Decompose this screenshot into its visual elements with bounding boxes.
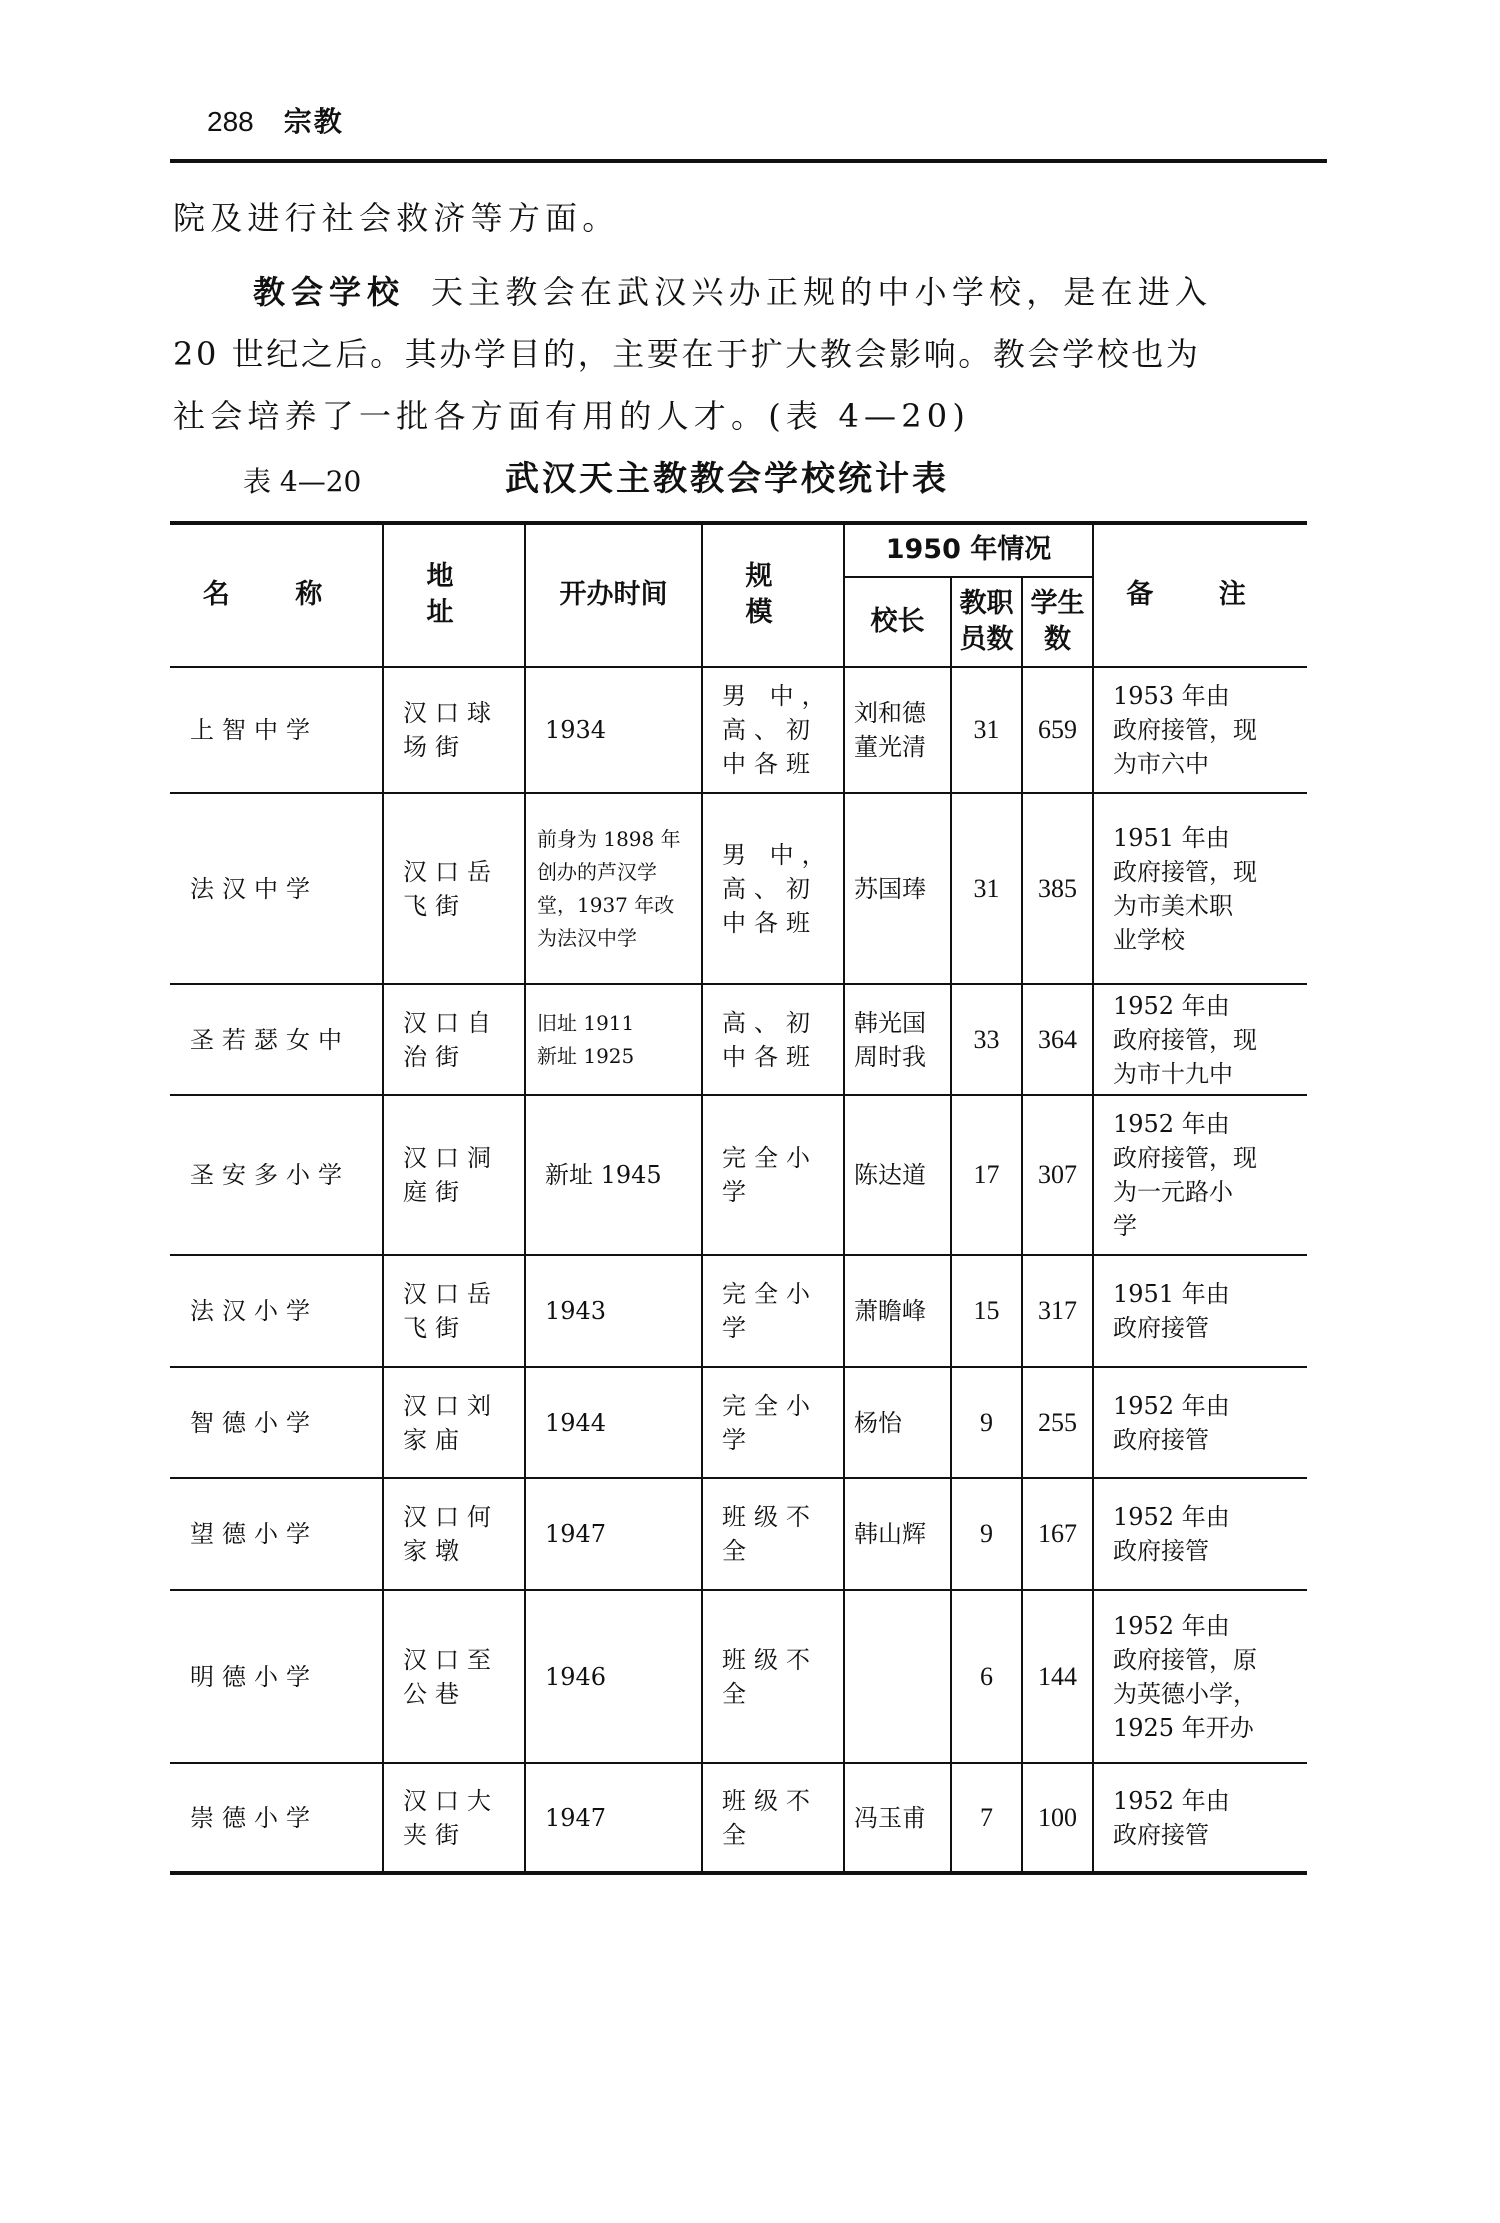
header-principal-text: 校长 xyxy=(870,606,925,637)
cell-name xyxy=(170,1590,383,1763)
header-scale-text: 规 模 xyxy=(745,561,801,628)
cell-scale-text: 男 中， 高、初 中各班 xyxy=(722,840,834,937)
section-title: 宗教 xyxy=(283,105,344,138)
cell-name-text: 崇德小学 xyxy=(190,1804,318,1832)
cell-scale xyxy=(702,793,844,984)
cell-name-text: 望德小学 xyxy=(190,1520,318,1548)
cell-name-text: 法汉小学 xyxy=(190,1297,318,1325)
cell-student-count-text: 144 xyxy=(1038,1661,1077,1691)
cell-staff-count xyxy=(951,1095,1022,1255)
cell-staff-count xyxy=(951,984,1022,1095)
cell-address-text: 汉口何 家墩 xyxy=(403,1503,499,1565)
cell-name xyxy=(170,793,383,984)
cell-student-count-text: 659 xyxy=(1038,715,1077,744)
cell-principal xyxy=(844,1255,951,1367)
cell-scale xyxy=(702,1478,844,1590)
cell-scale-text: 完全小 学 xyxy=(722,1280,818,1342)
cell-address xyxy=(383,1590,525,1763)
cell-name xyxy=(170,1478,383,1590)
header-address xyxy=(383,523,525,667)
cell-founded-text: 1944 xyxy=(545,1408,607,1437)
cell-student-count xyxy=(1022,1367,1093,1478)
cell-student-count xyxy=(1022,1095,1093,1255)
cell-founded xyxy=(525,1590,702,1763)
cell-name-text: 明德小学 xyxy=(190,1662,318,1691)
body-line-2-text: 天主教会在武汉兴办正规的中小学校，是在进入 xyxy=(431,273,1213,311)
cell-student-count-text: 307 xyxy=(1038,1160,1077,1189)
cell-student-count-text: 100 xyxy=(1038,1803,1077,1832)
cell-name-text: 圣若瑟女中 xyxy=(190,1025,350,1054)
cell-staff-count-text: 7 xyxy=(980,1803,993,1832)
cell-founded xyxy=(525,793,702,984)
cell-scale xyxy=(702,667,844,793)
cell-founded xyxy=(525,1367,702,1478)
cell-principal-text: 陈达道 xyxy=(854,1161,926,1189)
cell-founded xyxy=(525,667,702,793)
header-1950-status-text: 1950 年情况 xyxy=(885,534,1052,565)
cell-student-count-text: 385 xyxy=(1038,873,1077,903)
header-name xyxy=(170,523,383,667)
cell-address xyxy=(383,1255,525,1367)
cell-staff-count-text: 15 xyxy=(973,1296,1000,1325)
header-1950-status xyxy=(844,523,1093,577)
cell-scale xyxy=(702,984,844,1095)
cell-staff-count xyxy=(951,793,1022,984)
cell-founded-text: 1934 xyxy=(545,716,607,744)
body-line-1: 院及进行社会救济等方面。 xyxy=(173,199,620,237)
cell-scale xyxy=(702,1367,844,1478)
cell-principal xyxy=(844,1478,951,1590)
cell-student-count-text: 167 xyxy=(1038,1519,1077,1548)
cell-staff-count xyxy=(951,1255,1022,1367)
cell-staff-count xyxy=(951,1590,1022,1763)
cell-principal-text: 萧瞻峰 xyxy=(854,1297,926,1325)
header-founded-text: 开办时间 xyxy=(559,579,668,610)
cell-address-text: 汉口岳 飞街 xyxy=(403,1280,499,1342)
cell-staff-count xyxy=(951,1478,1022,1590)
cell-remarks-text: 1952 年由 政府接管 xyxy=(1113,1503,1230,1565)
cell-address-text: 汉口岳 飞街 xyxy=(403,857,499,920)
header-address-text: 地 址 xyxy=(426,561,482,628)
cell-address xyxy=(383,793,525,984)
cell-staff-count-text: 9 xyxy=(980,1519,993,1548)
cell-remarks-text: 1952 年由 政府接管，现 为市十九中 xyxy=(1113,991,1257,1088)
cell-student-count xyxy=(1022,1255,1093,1367)
cell-address xyxy=(383,1478,525,1590)
cell-student-count xyxy=(1022,667,1093,793)
cell-address xyxy=(383,667,525,793)
cell-staff-count-text: 33 xyxy=(973,1024,1000,1054)
cell-remarks xyxy=(1093,1478,1307,1590)
cell-staff-count-text: 31 xyxy=(973,873,1000,903)
cell-scale-text: 高、初 中各班 xyxy=(722,1008,818,1071)
cell-remarks-text: 1952 年由 政府接管，原 为英德小学， 1925 年开办 xyxy=(1113,1611,1257,1742)
cell-scale xyxy=(702,1763,844,1873)
cell-remarks xyxy=(1093,1590,1307,1763)
header-staff-count xyxy=(951,577,1022,667)
cell-principal xyxy=(844,1095,951,1255)
cell-principal xyxy=(844,1763,951,1873)
cell-remarks-text: 1951 年由 政府接管 xyxy=(1113,1280,1230,1342)
body-line-2 xyxy=(173,274,1325,310)
cell-student-count-text: 255 xyxy=(1038,1407,1077,1437)
cell-staff-count xyxy=(951,667,1022,793)
cell-remarks xyxy=(1093,1367,1307,1478)
cell-principal-text: 冯玉甫 xyxy=(854,1804,926,1832)
cell-student-count xyxy=(1022,1763,1093,1873)
cell-founded-text: 前身为 1898 年 创办的芦汉学 堂，1937 年改 为法汉中学 xyxy=(537,826,681,950)
cell-principal-text: 杨怡 xyxy=(854,1408,902,1437)
cell-student-count xyxy=(1022,1478,1093,1590)
paragraph-heading: 教会学校 xyxy=(253,273,406,311)
cell-founded-text: 1947 xyxy=(545,1520,607,1548)
cell-address-text: 汉口至 公巷 xyxy=(403,1645,499,1708)
header-rule xyxy=(170,159,1327,163)
cell-staff-count-text: 6 xyxy=(980,1661,993,1691)
cell-staff-count xyxy=(951,1763,1022,1873)
cell-student-count-text: 317 xyxy=(1038,1296,1077,1325)
cell-principal-text: 刘和德 董光清 xyxy=(854,699,926,761)
cell-address-text: 汉口洞 庭街 xyxy=(403,1144,499,1206)
cell-address xyxy=(383,1763,525,1873)
header-remarks xyxy=(1093,523,1307,667)
header-staff-count-text: 教职 员数 xyxy=(959,588,1014,655)
cell-name xyxy=(170,667,383,793)
cell-principal-text: 苏国琫 xyxy=(854,874,926,903)
cell-scale-text: 男 中， 高、初 中各班 xyxy=(722,682,834,778)
body-line-4: 社会培养了一批各方面有用的人才。(表 4—20) xyxy=(173,397,971,435)
cell-founded-text: 1943 xyxy=(545,1297,607,1325)
cell-address-text: 汉口刘 家庙 xyxy=(403,1391,499,1454)
page-number: 288 xyxy=(207,106,254,137)
header-name-text: 名 称 xyxy=(202,579,351,610)
cell-remarks xyxy=(1093,793,1307,984)
cell-name-text: 法汉中学 xyxy=(190,874,318,903)
cell-name xyxy=(170,1367,383,1478)
running-head xyxy=(207,104,344,140)
table-number: 表 4—20 xyxy=(243,465,362,498)
cell-principal xyxy=(844,667,951,793)
cell-scale-text: 完全小 学 xyxy=(722,1391,818,1454)
cell-student-count-text: 364 xyxy=(1038,1024,1077,1054)
cell-address xyxy=(383,984,525,1095)
cell-remarks xyxy=(1093,667,1307,793)
cell-scale-text: 班级不 全 xyxy=(722,1503,818,1565)
cell-founded xyxy=(525,984,702,1095)
header-student-count-text: 学生 数 xyxy=(1030,588,1085,655)
cell-address-text: 汉口球 场街 xyxy=(403,699,499,761)
header-student-count xyxy=(1022,577,1093,667)
cell-principal xyxy=(844,1590,951,1763)
cell-name xyxy=(170,1255,383,1367)
cell-remarks xyxy=(1093,1763,1307,1873)
cell-founded-text: 新址 1945 xyxy=(545,1161,662,1189)
cell-remarks xyxy=(1093,984,1307,1095)
cell-remarks-text: 1952 年由 政府接管 xyxy=(1113,1391,1230,1454)
cell-remarks-text: 1952 年由 政府接管 xyxy=(1113,1787,1230,1849)
header-scale xyxy=(702,523,844,667)
cell-staff-count-text: 9 xyxy=(980,1407,993,1437)
cell-name xyxy=(170,984,383,1095)
cell-name-text: 智德小学 xyxy=(190,1408,318,1437)
cell-student-count xyxy=(1022,1590,1093,1763)
cell-principal xyxy=(844,984,951,1095)
cell-principal-text: 韩山辉 xyxy=(854,1520,926,1548)
header-remarks-text: 备 注 xyxy=(1126,579,1274,610)
cell-staff-count-text: 31 xyxy=(973,715,1000,744)
cell-student-count xyxy=(1022,984,1093,1095)
cell-principal xyxy=(844,793,951,984)
cell-scale-text: 班级不 全 xyxy=(722,1787,818,1849)
cell-scale-text: 完全小 学 xyxy=(722,1144,818,1206)
cell-remarks-text: 1952 年由 政府接管，现 为一元路小 学 xyxy=(1113,1110,1257,1240)
cell-remarks-text: 1953 年由 政府接管，现 为市六中 xyxy=(1113,682,1257,778)
cell-address-text: 汉口大 夹街 xyxy=(403,1787,499,1849)
cell-name-text: 圣安多小学 xyxy=(190,1161,350,1189)
body-line-3: 20 世纪之后。其办学目的，主要在于扩大教会影响。教会学校也为 xyxy=(173,335,1201,373)
cell-name xyxy=(170,1095,383,1255)
cell-founded xyxy=(525,1255,702,1367)
cell-founded xyxy=(525,1763,702,1873)
cell-principal-text: 韩光国 周时我 xyxy=(854,1008,926,1071)
cell-founded-text: 旧址 1911 新址 1925 xyxy=(537,1010,635,1068)
cell-scale xyxy=(702,1590,844,1763)
cell-address-text: 汉口自 治街 xyxy=(403,1008,499,1071)
cell-staff-count-text: 17 xyxy=(973,1160,1000,1189)
cell-remarks-text: 1951 年由 政府接管，现 为市美术职 业学校 xyxy=(1113,823,1257,954)
header-principal xyxy=(844,577,951,667)
cell-founded xyxy=(525,1478,702,1590)
table-title: 武汉天主教教会学校统计表 xyxy=(505,459,949,499)
cell-scale-text: 班级不 全 xyxy=(722,1645,818,1708)
cell-name-text: 上智中学 xyxy=(190,716,318,744)
cell-student-count xyxy=(1022,793,1093,984)
cell-scale xyxy=(702,1255,844,1367)
cell-name xyxy=(170,1763,383,1873)
cell-founded xyxy=(525,1095,702,1255)
cell-principal xyxy=(844,1367,951,1478)
cell-remarks xyxy=(1093,1255,1307,1367)
cell-founded-text: 1947 xyxy=(545,1804,607,1832)
cell-address xyxy=(383,1367,525,1478)
cell-founded-text: 1946 xyxy=(545,1662,607,1691)
cell-staff-count xyxy=(951,1367,1022,1478)
header-founded xyxy=(525,523,702,667)
cell-address xyxy=(383,1095,525,1255)
cell-remarks xyxy=(1093,1095,1307,1255)
cell-scale xyxy=(702,1095,844,1255)
